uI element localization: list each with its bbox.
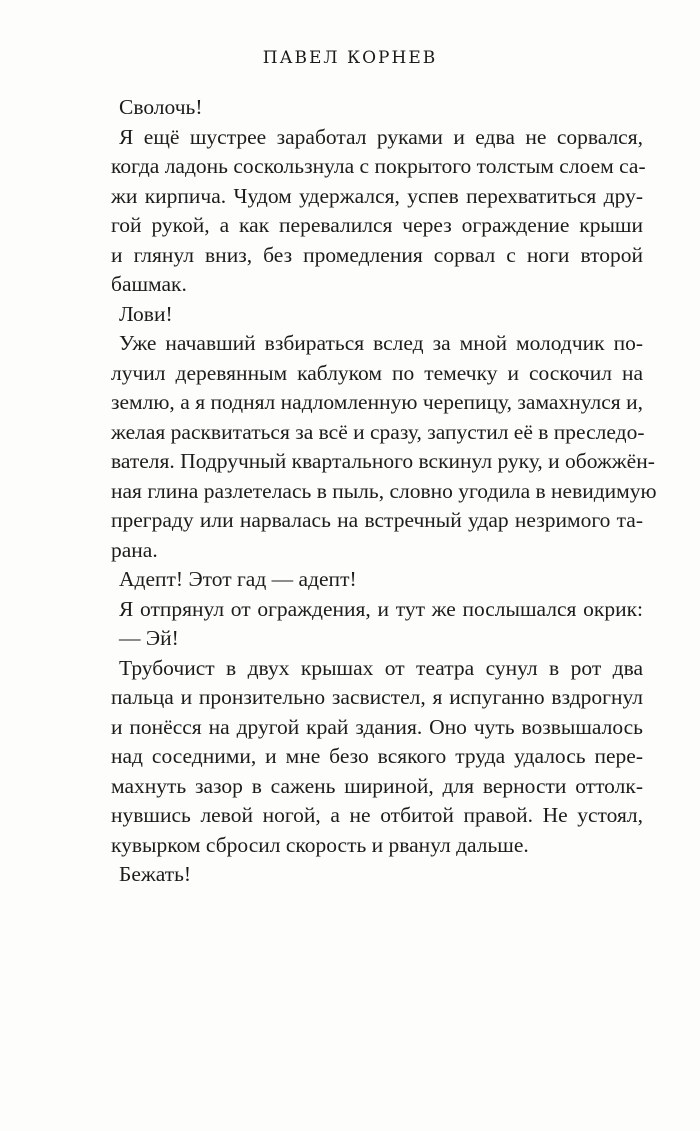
paragraph-line: гой рукой, а как перевалился через ограждение крыши bbox=[111, 213, 643, 237]
paragraph-line: кувырком сбросил скорость и рванул дальше. bbox=[111, 832, 529, 857]
paragraph-line: желая расквитаться за всё и сразу, запустил её в преследо- bbox=[111, 419, 645, 444]
paragraph-line: и понёсся на другой край здания. Оно чуть возвышалось bbox=[111, 714, 643, 739]
paragraph-line: — Эй! bbox=[119, 626, 179, 650]
paragraph-line: рана. bbox=[111, 537, 158, 562]
paragraph-line: жи кирпича. Чудом удержался, успев перехватиться дру- bbox=[111, 183, 643, 208]
paragraph-line: Адепт! Этот гад — адепт! bbox=[119, 567, 357, 591]
paragraph-line: Лови! bbox=[119, 301, 173, 326]
paragraph-line: ная глина разлетелась в пыль, словно угодила в невидимую bbox=[111, 478, 657, 503]
body-text bbox=[111, 93, 657, 890]
paragraph-line: Уже начавший взбираться вслед за мной молодчик по- bbox=[119, 331, 643, 355]
paragraph-line: нувшись левой ногой, а не отбитой правой. Не устоял, bbox=[111, 803, 643, 827]
paragraph-line: когда ладонь соскользнула с покрытого толстым слоем са- bbox=[111, 154, 646, 178]
paragraph-line: Бежать! bbox=[119, 862, 192, 886]
paragraph-line: махнуть зазор в сажень шириной, для верности оттолк- bbox=[111, 773, 643, 798]
paragraph-line: Трубочист в двух крышах от театра сунул в рот два bbox=[119, 655, 643, 680]
paragraph-line: Я отпрянул от ограждения, и тут же послышался окрик: bbox=[119, 596, 643, 621]
paragraph-line: над соседними, и мне безо всякого труда удалось пере- bbox=[111, 744, 643, 768]
paragraph-line: и глянул вниз, без промедления сорвал с ноги второй bbox=[111, 242, 643, 267]
paragraph-line: Я ещё шустрее заработал руками и едва не сорвался, bbox=[119, 124, 643, 149]
paragraph-line: Сволочь! bbox=[119, 95, 203, 119]
paragraph-line: башмак. bbox=[111, 272, 187, 296]
paragraph-line: вателя. Подручный квартального вскинул руку, и обожжён- bbox=[111, 449, 655, 473]
paragraph-line: лучил деревянным каблуком по темечку и соскочил на bbox=[111, 360, 643, 385]
running-head: ПАВЕЛ КОРНЕВ bbox=[262, 48, 438, 68]
paragraph-line: пальца и пронзительно засвистел, я испуганно вздрогнул bbox=[111, 685, 643, 709]
paragraph-line: землю, а я поднял надломленную черепицу, замахнулся и, bbox=[111, 390, 643, 414]
paragraph-line: преграду или нарвалась на встречный удар незримого та- bbox=[111, 508, 643, 532]
